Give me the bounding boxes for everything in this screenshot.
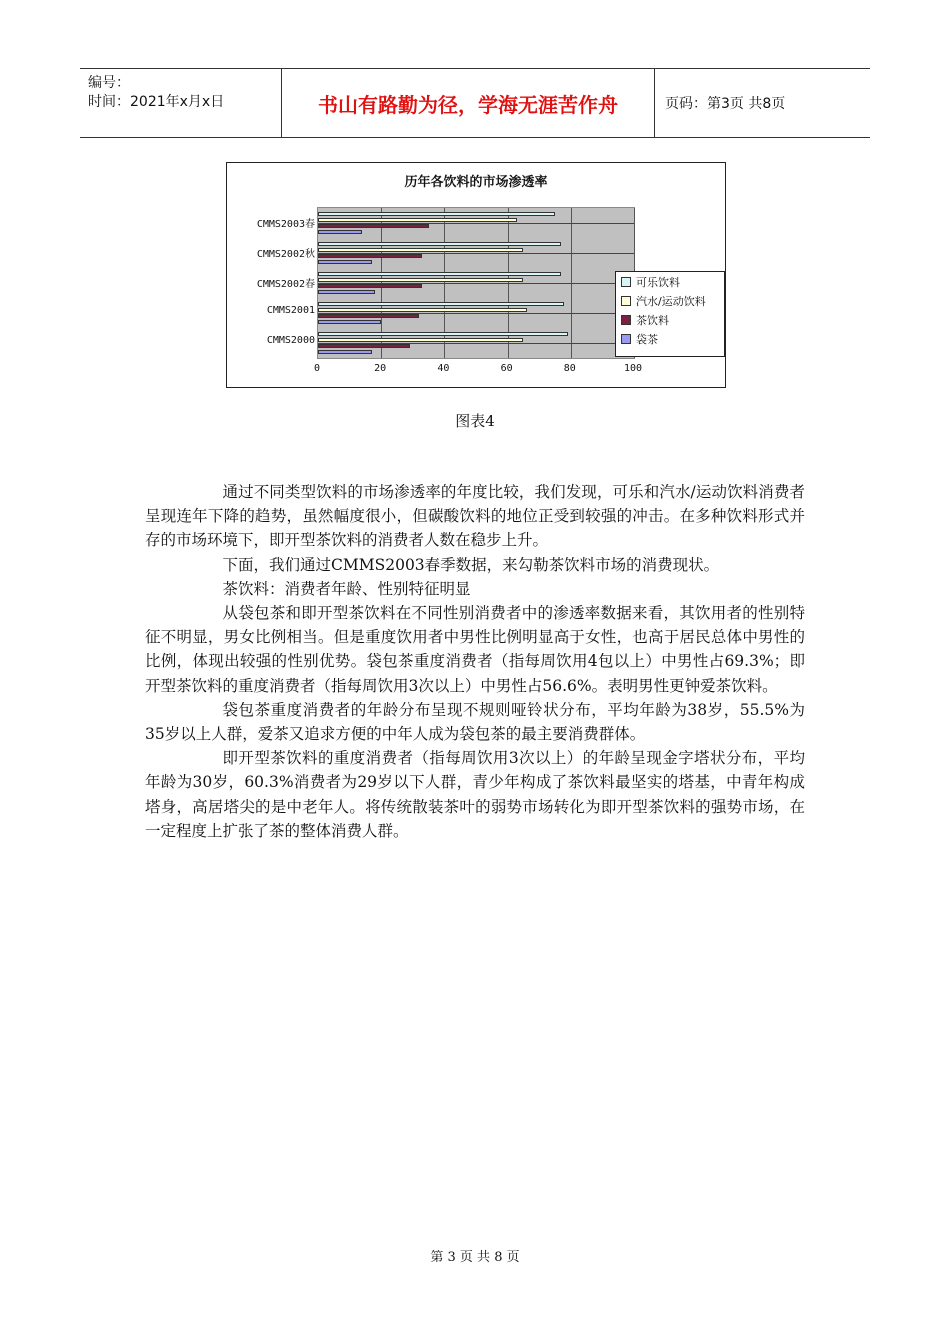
bar <box>318 260 372 264</box>
legend-item <box>616 310 724 329</box>
legend-label: 袋茶 <box>636 332 658 346</box>
paragraph: 下面，我们通过CMMS2003春季数据，来勾勒茶饮料市场的消费现状。 <box>222 555 720 574</box>
legend-item <box>616 272 724 291</box>
body-text <box>145 480 805 843</box>
x-tick-label: 0 <box>313 363 321 374</box>
bar <box>318 314 419 318</box>
section-heading: 茶饮料：消费者年龄、性别特征明显 <box>222 579 471 598</box>
bar <box>318 212 555 216</box>
legend-label: 可乐饮料 <box>636 275 680 289</box>
legend-swatch <box>621 315 631 325</box>
page-header <box>80 68 870 138</box>
chart-legend <box>615 271 725 357</box>
chart-title: 历年各饮料的市场渗透率 <box>404 175 548 190</box>
number-label: 编号： <box>88 75 130 91</box>
bar <box>318 272 561 276</box>
paragraph: 从袋包茶和即开型茶饮料在不同性别消费者中的渗透率数据来看，其饮用者的性别特征不明显，男女比例相当。但是重度饮用者中男性比例明显高于女性，也高于居民总体中男性的比例，体现出较强的性别优势。袋包茶重度消费者（指每周饮用4包以上）中男性占69.3%；即开型茶饮料的重度消费者（指每周饮用3次以上）中男性占56.6%。表明男性更钟爱茶饮料。 <box>145 604 805 695</box>
y-tick-label: CMMS2003春 <box>256 219 315 230</box>
x-tick-label: 80 <box>563 363 576 374</box>
y-tick-label: CMMS2002秋 <box>256 249 315 260</box>
bar <box>318 230 362 234</box>
page-footer: 第 3 页 共 8 页 <box>430 1250 520 1265</box>
x-tick-label: 100 <box>623 363 643 374</box>
time-label: 时间：2021年x月x日 <box>88 94 225 110</box>
paragraph: 即开型茶饮料的重度消费者（指每周饮用3次以上）的年龄呈现金字塔状分布，平均年龄为30岁，60.3%消费者为29岁以下人群，青少年构成了茶饮料最坚实的塔基，中青年构成塔身，高居塔尖的是中老年人。将传统散装茶叶的弱势市场转化为即开型茶饮料的强势市场，在一定程度上扩张了茶的整体消费人群。 <box>145 749 805 840</box>
bar <box>318 278 523 282</box>
bar <box>318 242 561 246</box>
bar <box>318 254 422 258</box>
y-tick-label: CMMS2001 <box>266 305 315 316</box>
plot-area <box>317 207 635 359</box>
bar <box>318 308 527 312</box>
bar <box>318 290 375 294</box>
bar <box>318 332 568 336</box>
market-penetration-chart <box>226 162 726 388</box>
bar <box>318 224 429 228</box>
bar <box>318 218 517 222</box>
x-tick-label: 20 <box>374 363 387 374</box>
legend-label: 汽水/运动饮料 <box>636 294 706 308</box>
legend-label: 茶饮料 <box>636 313 669 327</box>
bar <box>318 338 523 342</box>
x-tick-label: 40 <box>437 363 450 374</box>
bar <box>318 344 410 348</box>
x-tick-label: 60 <box>500 363 513 374</box>
bar <box>318 302 564 306</box>
y-tick-label: CMMS2000 <box>266 335 315 346</box>
legend-swatch <box>621 296 631 306</box>
legend-swatch <box>621 334 631 344</box>
legend-item <box>616 291 724 310</box>
paragraph: 通过不同类型饮料的市场渗透率的年度比较，我们发现，可乐和汽水/运动饮料消费者呈现连年下降的趋势，虽然幅度很小，但碳酸饮料的地位正受到较强的冲击。在多种饮料形式并存的市场环境下，即开型茶饮料的消费者人数在稳步上升。 <box>145 483 805 550</box>
bar <box>318 248 523 252</box>
header-page-number: 页码：第3页 共8页 <box>665 96 786 112</box>
header-motto: 书山有路勤为径，学海无涯苦作舟 <box>282 69 655 137</box>
bar <box>318 320 381 324</box>
bar <box>318 350 372 354</box>
legend-item <box>616 329 724 348</box>
paragraph: 袋包茶重度消费者的年龄分布呈现不规则哑铃状分布，平均年龄为38岁，55.5%为35岁以上人群，爱茶又追求方便的中年人成为袋包茶的最主要消费群体。 <box>145 700 805 744</box>
bar <box>318 284 422 288</box>
header-meta <box>80 69 282 137</box>
y-tick-label: CMMS2002春 <box>256 279 315 290</box>
legend-swatch <box>621 277 631 287</box>
figure-caption: 图表4 <box>455 412 495 430</box>
